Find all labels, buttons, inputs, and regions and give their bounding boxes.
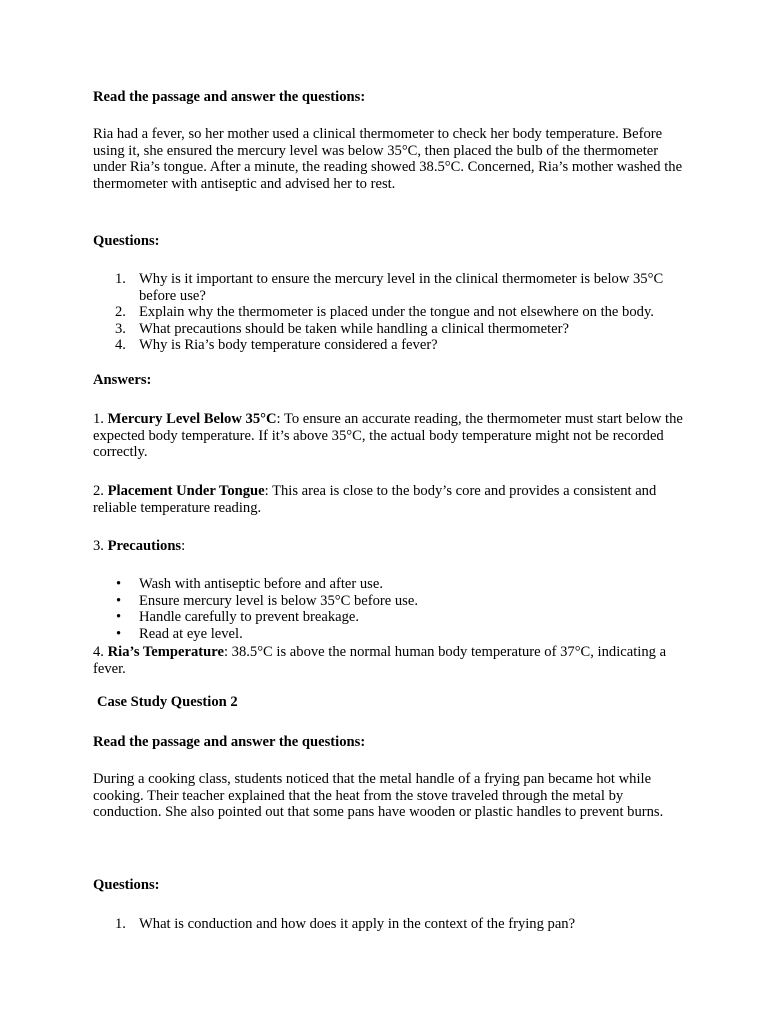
bullet: • (116, 609, 122, 626)
case1-question-list (93, 271, 683, 354)
bullet: • (116, 592, 122, 609)
answer-1 (93, 411, 683, 461)
case1-questions-heading: Questions: (93, 233, 160, 249)
precaution-item (93, 626, 683, 643)
bullet: • (116, 625, 122, 642)
answer-4 (93, 644, 683, 677)
answer-number: 1. (93, 411, 104, 427)
answer-title: Placement Under Tongue (107, 483, 265, 499)
case2-title: Case Study Question 2 (97, 694, 238, 710)
case2-instruction: Read the passage and answer the questions: (93, 734, 366, 750)
answer-text: : To ensure an accurate reading, the thermometer must start below the expected body temperature. If it’s above 35°C, the actual body temperature might not be recorded correctly. (93, 411, 683, 461)
case2-question-list (93, 916, 683, 933)
precaution-text: Handle carefully to prevent breakage. (139, 609, 360, 626)
question-number: 1. (115, 271, 126, 287)
case2-questions-heading: Questions: (93, 877, 160, 893)
question-item (93, 321, 683, 338)
answer-text: : 38.5°C is above the normal human body temperature of 37°C, indicating a fever. (93, 644, 667, 677)
precaution-item (93, 609, 683, 626)
answer-3 (93, 538, 683, 555)
question-text: Explain why the thermometer is placed under the tongue and not elsewhere on the body. (139, 304, 654, 321)
question-item (93, 271, 683, 304)
question-number: 3. (115, 320, 126, 337)
precaution-item (93, 593, 683, 610)
case1-answers-heading: Answers: (93, 372, 152, 388)
question-text: Why is it important to ensure the mercury level in the clinical thermometer is below 35°C before use? (139, 271, 664, 304)
question-text: What is conduction and how does it apply in the context of the frying pan? (139, 916, 576, 932)
precaution-text: Read at eye level. (139, 625, 243, 642)
answer-number: 2. (93, 483, 104, 499)
answer-number: 4. (93, 644, 104, 660)
precautions-list (93, 576, 683, 642)
precaution-item (93, 576, 683, 593)
answer-title: Mercury Level Below 35°C (107, 411, 277, 427)
answer-text: : (181, 538, 186, 554)
answer-title: Ria’s Temperature (107, 644, 224, 660)
question-text: Why is Ria’s body temperature considered a fever? (139, 337, 438, 354)
question-item (93, 916, 683, 933)
answer-text: : This area is close to the body’s core and provides a consistent and reliable temperature reading. (93, 483, 657, 516)
case2-passage: During a cooking class, students noticed that the metal handle of a frying pan became hot while cooking. Their teacher explained that the heat from the stove traveled through the metal by conduction. She also pointed out that some pans have wooden or plastic handles to prevent burns. (93, 771, 664, 821)
question-number: 2. (115, 304, 126, 321)
answer-title: Precautions (107, 538, 182, 554)
answer-2 (93, 483, 683, 516)
question-item (93, 304, 683, 321)
answer-number: 3. (93, 538, 104, 554)
precaution-text: Wash with antiseptic before and after use. (139, 576, 383, 592)
question-text: What precautions should be taken while handling a clinical thermometer? (139, 320, 569, 337)
case1-instruction: Read the passage and answer the questions: (93, 89, 366, 105)
precaution-text: Ensure mercury level is below 35°C before use. (139, 592, 418, 609)
case1-passage: Ria had a fever, so her mother used a clinical thermometer to check her body temperature. Before using it, she ensured the mercury level was below 35°C, then placed the bulb of the thermometer under Ria’s tongue. After a minute, the reading showed 38.5°C. Concerned, Ria’s mother washed the thermometer with antiseptic and advised her to rest. (93, 126, 683, 192)
question-number: 4. (115, 337, 126, 354)
question-number: 1. (115, 916, 126, 932)
bullet: • (116, 576, 122, 592)
question-item (93, 337, 683, 354)
